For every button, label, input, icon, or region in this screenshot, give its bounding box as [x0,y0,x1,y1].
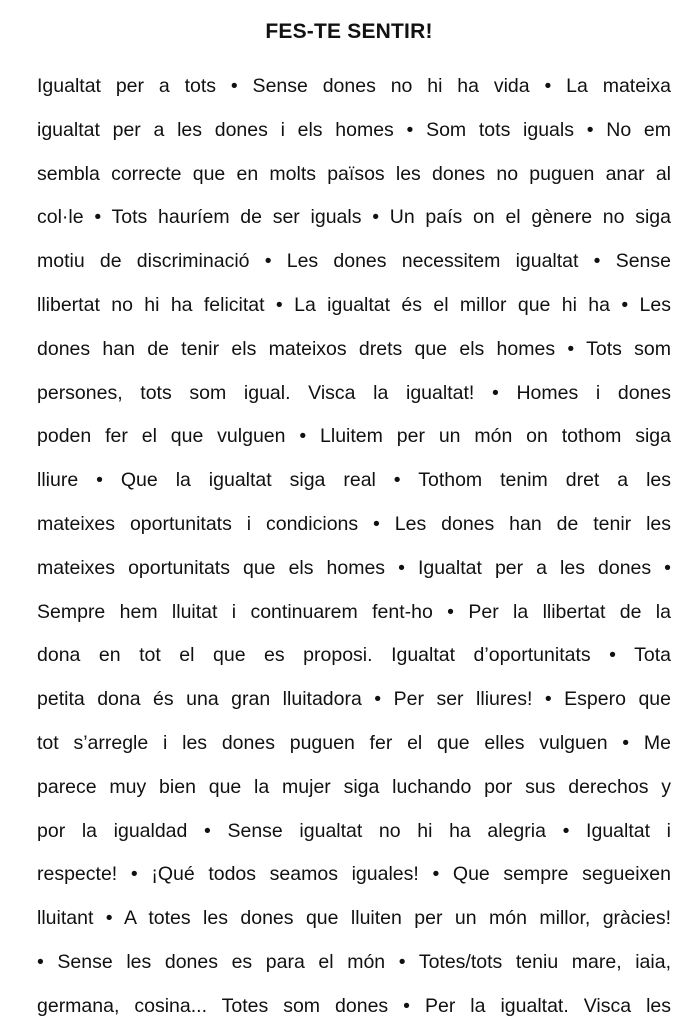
text-line-20: lluitant • A totes les dones que lluiten per un món millor, gràcies! [37,907,671,930]
text-line-19: respecte! • ¡Qué todos seamos iguales! • Que sempre segueixen [37,863,671,886]
text-line-9: poden fer el que vulguen • Lluitem per un món on tothom siga [37,425,671,448]
text-line-6: llibertat no hi ha felicitat • La igualtat és el millor que hi ha • Les [37,293,671,316]
text-line-7: dones han de tenir els mateixos drets que els homes • Tots som [37,337,671,360]
text-line-16: tot s’arregle i les dones puguen fer el que elles vulguen • Me [37,731,671,754]
text-line-3: sembla correcte que en molts països les dones no puguen anar al [37,162,671,185]
text-line-15: petita dona és una gran lluitadora • Per ser lliures! • Espero que [37,688,671,711]
text-line-10: lliure • Que la igualtat siga real • Tothom tenim dret a les [37,469,671,492]
text-line-13: Sempre hem lluitat i continuarem fent-ho • Per la llibertat de la [37,600,671,623]
text-line-17: parece muy bien que la mujer siga luchando por sus derechos y [37,775,671,798]
page-title: FES-TE SENTIR! [265,20,433,43]
text-line-21: • Sense les dones es para el món • Totes/tots teniu mare, iaia, [37,950,671,973]
text-line-4: col·le • Tots hauríem de ser iguals • Un país on el gènere no siga [37,206,671,229]
text-line-1: Igualtat per a tots • Sense dones no hi ha vida • La mateixa [37,75,671,97]
text-line-8: persones, tots som igual. Visca la igualtat! • Homes i dones [37,381,671,404]
text-line-11: mateixes oportunitats i condicions • Les dones han de tenir les [37,512,671,535]
body-text [37,72,671,1024]
text-line-2: igualtat per a les dones i els homes • Som tots iguals • No em [37,118,671,141]
text-line-22: germana, cosina... Totes som dones • Per la igualtat. Visca les [37,994,671,1017]
text-line-12: mateixes oportunitats que els homes • Igualtat per a les dones • [37,556,671,579]
text-line-18: por la igualdad • Sense igualtat no hi ha alegria • Igualtat i [37,819,671,842]
text-line-14: dona en tot el que es proposi. Igualtat d’oportunitats • Tota [37,644,671,667]
text-line-5: motiu de discriminació • Les dones necessitem igualtat • Sense [37,250,671,273]
